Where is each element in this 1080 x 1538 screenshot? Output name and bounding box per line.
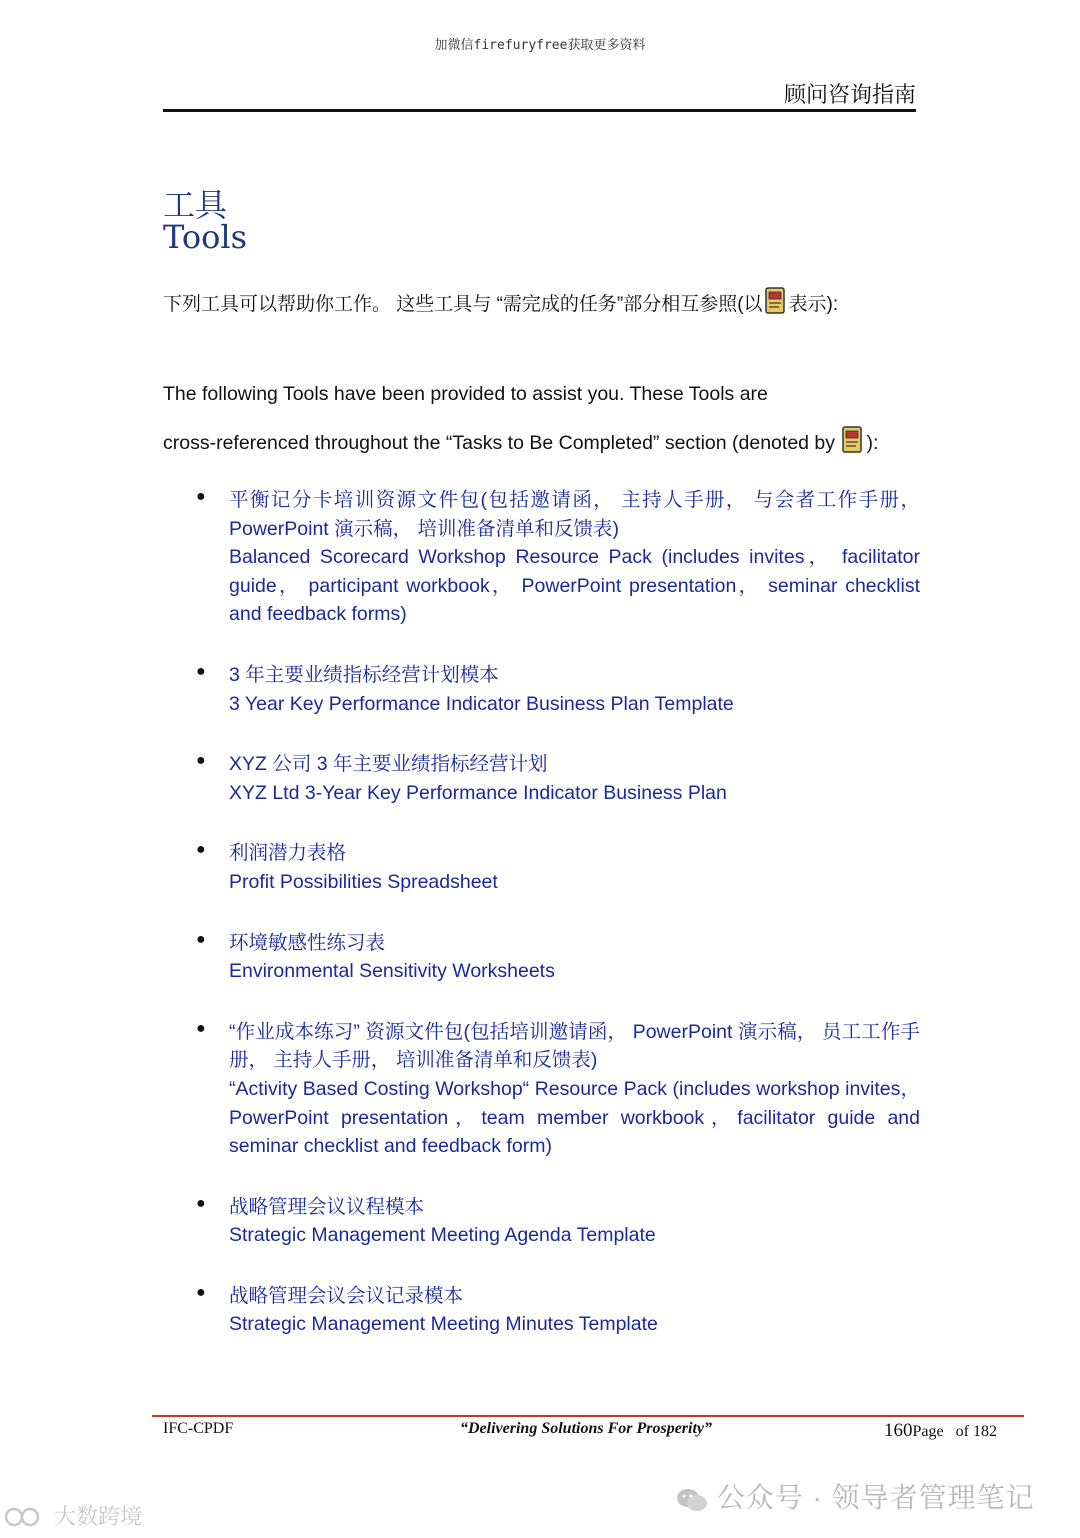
list-item xyxy=(196,486,920,629)
intro-en-line2-text: cross-referenced throughout the “Tasks to Be Completed” section (denoted by xyxy=(163,432,836,454)
bullet-icon: ● xyxy=(196,930,206,948)
tool-name-en: Environmental Sensitivity Worksheets xyxy=(229,960,555,983)
bullet-icon: ● xyxy=(196,1019,206,1037)
list-item xyxy=(196,839,920,896)
tool-name-cn: 利润潜力表格 xyxy=(229,842,347,865)
intro-en-line2 xyxy=(163,419,983,468)
intro-cn-part2: 表示): xyxy=(788,294,839,315)
tool-name-cn: 环境敏感性练习表 xyxy=(229,931,386,954)
intro-en-line2-end: ): xyxy=(866,432,879,454)
tool-name-cn: 3 年主要业绩指标经营计划模本 xyxy=(229,663,499,686)
list-item xyxy=(196,1282,920,1339)
section-heading-en: Tools xyxy=(163,218,248,256)
tool-name-cn: XYZ 公司 3 年主要业绩指标经营计划 xyxy=(229,753,548,776)
bullet-icon: ● xyxy=(196,1283,206,1301)
list-item xyxy=(196,1018,920,1161)
watermark-brand: 大数跨境 xyxy=(54,1504,143,1529)
intro-paragraph-cn xyxy=(163,286,923,324)
document-icon xyxy=(841,425,865,455)
tool-name-en: Profit Possibilities Spreadsheet xyxy=(229,870,498,893)
bullet-icon: ● xyxy=(196,488,206,505)
brand-logo-icon xyxy=(4,1504,48,1530)
wechat-icon xyxy=(676,1487,708,1513)
tool-name-en: Balanced Scorecard Workshop Resource Pack (includes invites， facilitator guide， participant workbook， PowerPoint presentation， seminar checklist and feedback forms) xyxy=(229,546,920,626)
section-heading-cn: 工具 xyxy=(163,186,228,224)
guide-title: 顾问咨询指南 xyxy=(783,83,916,108)
page-total: of 182 xyxy=(955,1423,997,1440)
tool-name-en: Strategic Management Meeting Minutes Template xyxy=(229,1313,658,1336)
watermark-account: 公众号 · 领导者管理笔记 xyxy=(716,1482,1035,1513)
page-number: 160 xyxy=(884,1420,913,1441)
intro-en-line1: The following Tools have been provided to assist you. These Tools are xyxy=(163,383,768,405)
intro-paragraph-en xyxy=(163,370,983,468)
bullet-icon: ● xyxy=(196,662,206,680)
top-watermark: 加微信firefuryfree获取更多资料 xyxy=(434,38,646,53)
bullet-icon: ● xyxy=(196,841,206,859)
list-item xyxy=(196,661,920,718)
list-item xyxy=(196,750,920,807)
list-item xyxy=(196,929,920,986)
footer-page-number xyxy=(884,1420,997,1442)
list-item xyxy=(196,1193,920,1250)
header-divider xyxy=(163,109,916,112)
tool-name-cn: “作业成本练习” 资源文件包(包括培训邀请函， PowerPoint 演示稿， 员工工作手册， 主持人手册， 培训准备清单和反馈表) xyxy=(229,1020,920,1072)
tools-list xyxy=(196,486,920,1371)
footer-doc-id: IFC-CPDF xyxy=(163,1420,234,1437)
tool-name-en: XYZ Ltd 3-Year Key Performance Indicator Business Plan xyxy=(229,781,727,804)
tool-name-cn: 战略管理会议会议记录模本 xyxy=(229,1284,464,1307)
footer-divider xyxy=(152,1415,1024,1417)
bullet-icon: ● xyxy=(196,1194,206,1212)
tool-name-en: “Activity Based Costing Workshop“ Resource Pack (includes workshop invites，PowerPoint presentation，team member workbook，facilitator guide and seminar checklist and feedback form) xyxy=(229,1077,920,1158)
bottom-right-watermark xyxy=(676,1476,1035,1516)
tool-name-en: Strategic Management Meeting Agenda Template xyxy=(229,1224,656,1247)
bottom-left-watermark xyxy=(4,1500,142,1531)
bullet-icon: ● xyxy=(196,752,206,770)
intro-cn-part1: 下列工具可以帮助你工作。 这些工具与 “需完成的任务”部分相互参照(以 xyxy=(163,294,763,315)
document-icon xyxy=(764,286,788,316)
page-label: Page xyxy=(912,1423,944,1440)
tool-name-en: 3 Year Key Performance Indicator Business Plan Template xyxy=(229,692,734,715)
tool-name-cn: 平衡记分卡培训资源文件包(包括邀请函， 主持人手册， 与会者工作手册， PowerPoint 演示稿， 培训准备清单和反馈表) xyxy=(229,489,920,540)
footer-slogan: “Delivering Solutions For Prosperity” xyxy=(460,1420,713,1437)
tool-name-cn: 战略管理会议议程模本 xyxy=(229,1195,425,1218)
